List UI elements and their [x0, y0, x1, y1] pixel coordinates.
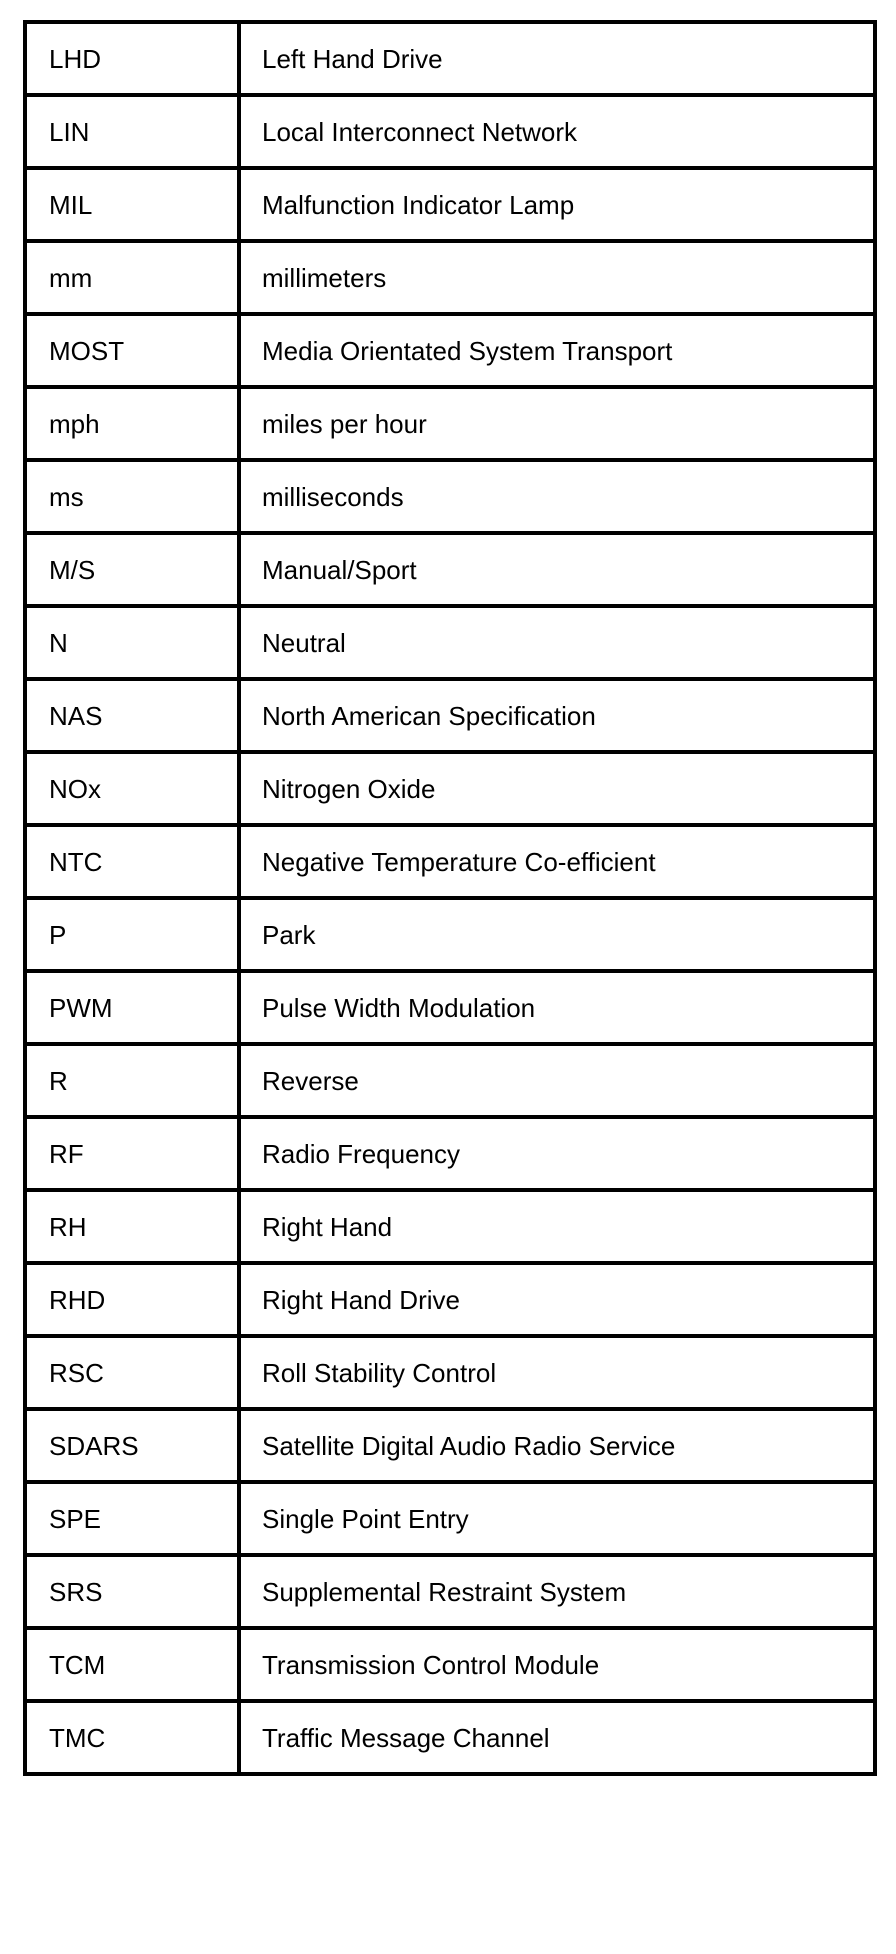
- table-row: [25, 971, 875, 1044]
- abbreviation-cell: RF: [25, 1117, 239, 1190]
- abbreviations-table-body: [25, 22, 875, 1774]
- definition-cell: Park: [239, 898, 875, 971]
- table-row: [25, 1701, 875, 1774]
- abbreviation-cell: M/S: [25, 533, 239, 606]
- table-row: [25, 825, 875, 898]
- table-row: [25, 1117, 875, 1190]
- definition-cell: Left Hand Drive: [239, 22, 875, 95]
- table-row: [25, 1482, 875, 1555]
- table-row: [25, 752, 875, 825]
- abbreviation-cell: N: [25, 606, 239, 679]
- abbreviation-cell: RSC: [25, 1336, 239, 1409]
- definition-cell: Supplemental Restraint System: [239, 1555, 875, 1628]
- table-row: [25, 314, 875, 387]
- abbreviation-cell: mm: [25, 241, 239, 314]
- table-row: [25, 533, 875, 606]
- table-row: [25, 460, 875, 533]
- definition-cell: Traffic Message Channel: [239, 1701, 875, 1774]
- definition-cell: Nitrogen Oxide: [239, 752, 875, 825]
- definition-cell: miles per hour: [239, 387, 875, 460]
- table-row: [25, 1044, 875, 1117]
- table-row: [25, 1336, 875, 1409]
- table-row: [25, 168, 875, 241]
- table-row: [25, 679, 875, 752]
- table-row: [25, 241, 875, 314]
- table-row: [25, 1555, 875, 1628]
- abbreviation-cell: PWM: [25, 971, 239, 1044]
- table-row: [25, 387, 875, 460]
- abbreviation-cell: LIN: [25, 95, 239, 168]
- table-row: [25, 22, 875, 95]
- abbreviation-cell: RH: [25, 1190, 239, 1263]
- definition-cell: Radio Frequency: [239, 1117, 875, 1190]
- definition-cell: Roll Stability Control: [239, 1336, 875, 1409]
- definition-cell: Single Point Entry: [239, 1482, 875, 1555]
- definition-cell: North American Specification: [239, 679, 875, 752]
- abbreviation-cell: ms: [25, 460, 239, 533]
- definition-cell: Pulse Width Modulation: [239, 971, 875, 1044]
- abbreviation-cell: R: [25, 1044, 239, 1117]
- abbreviation-cell: NTC: [25, 825, 239, 898]
- table-row: [25, 1628, 875, 1701]
- abbreviation-cell: LHD: [25, 22, 239, 95]
- table-row: [25, 1409, 875, 1482]
- table-row: [25, 606, 875, 679]
- abbreviation-cell: SPE: [25, 1482, 239, 1555]
- abbreviation-cell: MOST: [25, 314, 239, 387]
- definition-cell: Transmission Control Module: [239, 1628, 875, 1701]
- definition-cell: Manual/Sport: [239, 533, 875, 606]
- abbreviation-cell: RHD: [25, 1263, 239, 1336]
- definition-cell: Malfunction Indicator Lamp: [239, 168, 875, 241]
- table-row: [25, 898, 875, 971]
- abbreviation-cell: TCM: [25, 1628, 239, 1701]
- definition-cell: Local Interconnect Network: [239, 95, 875, 168]
- abbreviation-cell: SDARS: [25, 1409, 239, 1482]
- abbreviation-cell: SRS: [25, 1555, 239, 1628]
- table-row: [25, 95, 875, 168]
- table-row: [25, 1190, 875, 1263]
- definition-cell: milliseconds: [239, 460, 875, 533]
- abbreviation-cell: mph: [25, 387, 239, 460]
- definition-cell: Media Orientated System Transport: [239, 314, 875, 387]
- definition-cell: Right Hand Drive: [239, 1263, 875, 1336]
- abbreviation-cell: MIL: [25, 168, 239, 241]
- abbreviation-cell: TMC: [25, 1701, 239, 1774]
- definition-cell: Negative Temperature Co-efficient: [239, 825, 875, 898]
- definition-cell: Satellite Digital Audio Radio Service: [239, 1409, 875, 1482]
- abbreviation-cell: NAS: [25, 679, 239, 752]
- abbreviation-cell: P: [25, 898, 239, 971]
- table-row: [25, 1263, 875, 1336]
- definition-cell: Reverse: [239, 1044, 875, 1117]
- abbreviation-cell: NOx: [25, 752, 239, 825]
- definition-cell: millimeters: [239, 241, 875, 314]
- definition-cell: Right Hand: [239, 1190, 875, 1263]
- abbreviations-table: [23, 20, 877, 1776]
- definition-cell: Neutral: [239, 606, 875, 679]
